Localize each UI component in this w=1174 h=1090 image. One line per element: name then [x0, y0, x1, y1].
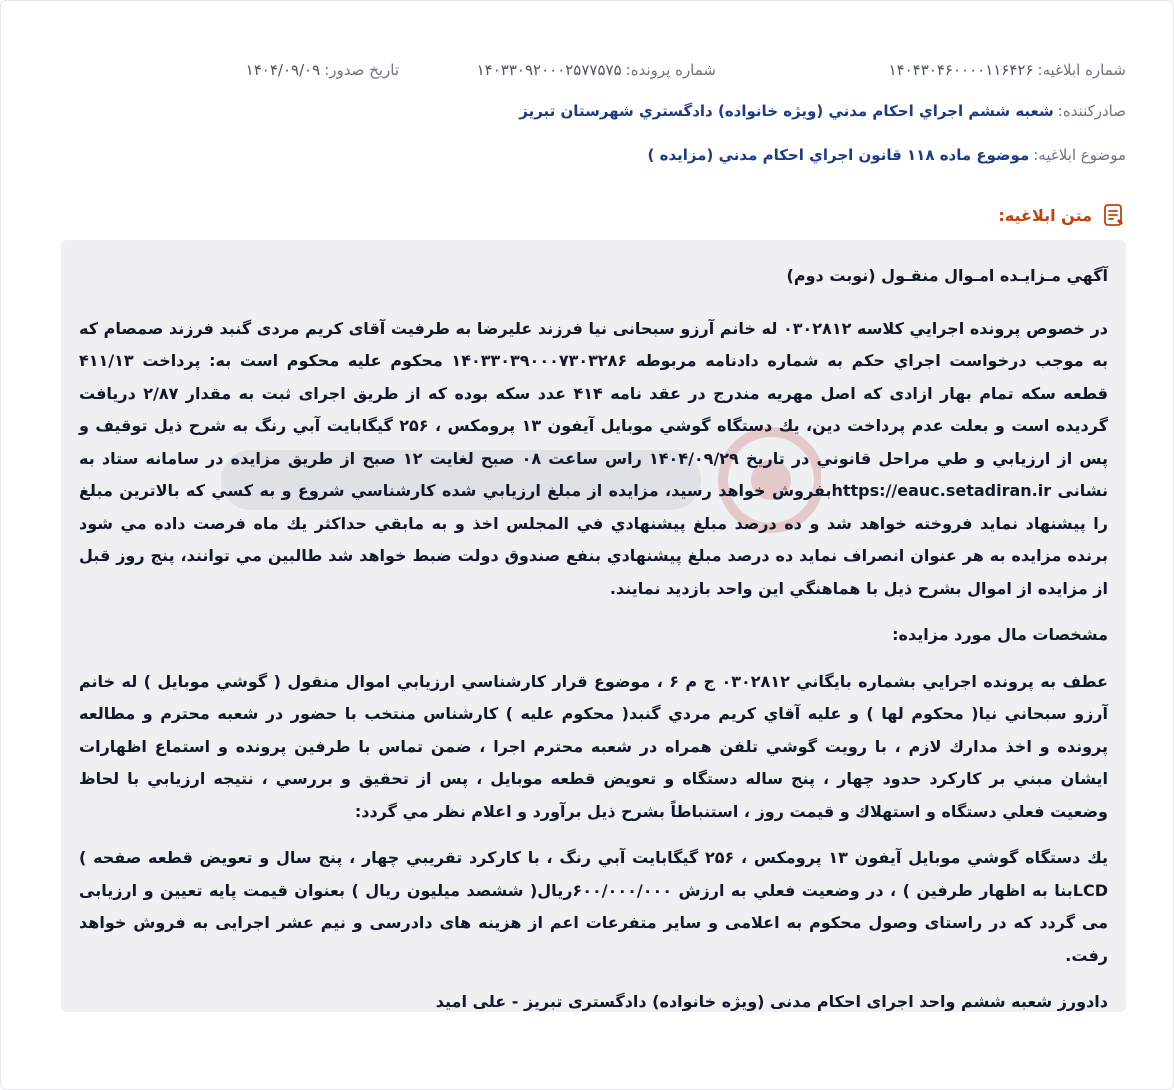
issuer-label: صادرکننده:: [1057, 102, 1126, 120]
subject-group: [648, 144, 1126, 166]
meta-row-subject: [41, 144, 1126, 166]
setad-url-link[interactable]: https://eauc.setadiran.ir: [831, 481, 1052, 500]
notice-number-group: [889, 59, 1126, 81]
notice-text-box: [61, 240, 1126, 1012]
notice-text-section-title: [998, 202, 1126, 228]
file-number-label: شماره پرونده:: [625, 61, 716, 79]
issuer-value: شعبه ششم اجراي احكام مدني (ويژه خانواده) دادگستري شهرستان تبريز: [519, 102, 1054, 120]
section-title-label: متن ابلاغیه:: [998, 205, 1092, 225]
notice-paragraph-2: عطف به پرونده اجرايي بشماره بايگاني ۰۳۰۲۸۱۲ ج م ۶ ، موضوع قرار كارشناسي ارزيابي اموال منقول ( گوشي موبايل ) له خانم آرزو سبحاني نيا( محكوم لها ) و عليه آقاي كريم مردي گنبد( محكوم عليه ) كارشناس منتخب با حضور در شعبه محترم و مطالعه پرونده و اخذ مدارك لازم ، با رويت گوشي تلفن همراه در شعبه محترم اجرا ، ضمن تماس با طرفين پرونده و استماع اظهارات ايشان مبني بر كاركرد حدود چهار ، پنج ساله دستگاه و تعويض قطعه موبايل ، پس از تحقيق و بررسي ، نتيجه ارزيابي با لحاظ وضعيت فعلي دستگاه و استهلاك و قيمت روز ، استنباطاً بشرح ذيل برآورد و اعلام نظر مي گردد:: [79, 671, 1108, 821]
file-number-group: [477, 59, 716, 81]
subject-value: موضوع ماده ۱۱۸ قانون اجراي احكام مدني (مزايده ): [647, 146, 1030, 164]
document-text-icon: [1100, 202, 1126, 228]
notice-number-value: ۱۴۰۴۳۰۴۶۰۰۰۰۱۱۶۴۲۶: [888, 61, 1034, 79]
notice-paragraph-1-text: در خصوص پرونده اجرايي كلاسه ۰۳۰۲۸۱۲ له خانم آرزو سبحانی نيا فرزند عليرضا به طرفيت آقای كريم مردی گنبد فرزند صمصام كه به موجب درخواست اجراي حكم به شماره دادنامه مربوطه ۱۴۰۳۳۰۳۹۰۰۰۷۳۰۳۲۸۶ محكوم عليه محكوم است به: پرداخت ۴۱۱/۱۳ قطعه سكه تمام بهار ازادی كه اصل مهريه مندرج در عقد نامه ۴۱۴ عدد سكه بوده كه از طريق اجرای ثبت به مقدار ۲/۸۷ دريافت گرديده است و بعلت عدم پرداخت دين، يك دستگاه گوشي موبايل آيفون ۱۳ پرومكس ، ۲۵۶ گيگابايت آبي رنگ به شرح ذيل توقيف و پس از ارزيابي و طي مراحل قانوني در تاريخ ۱۴۰۴/۰۹/۲۹ راس ساعت ۰۸ صبح لغايت ۱۲ صبح از طريق مزايده در سامانه ستاد به نشانی: [79, 318, 1109, 500]
issue-date-value: ۱۴۰۴/۰۹/۰۹: [245, 61, 321, 79]
notice-number-label: شماره ابلاغیه:: [1037, 61, 1126, 79]
issue-date-label: تاریخ صدور:: [324, 61, 399, 79]
issuer-group: [519, 100, 1126, 122]
spec-heading: مشخصات مال مورد مزايده:: [892, 625, 1108, 644]
notice-paragraph-3: يك دستگاه گوشي موبايل آيفون ۱۳ پرومكس ، ۲۵۶ گيگابايت آبي رنگ ، با كاركرد تقريبي چهار ، پنج سال و تعويض قطعه صفحه ) LCDبنا به اظهار طرفين ) ، در وضعيت فعلي به ارزش ۶۰۰/۰۰۰/۰۰۰ريال( ششصد ميليون ريال ) بعنوان قيمت پايه تعيين و ارزيابی می گردد كه در راستای وصول محكوم به اعلامی و ساير متفرعات اعم از هزينه های دادرسی و نيم عشر اجرايی به فروش خواهد رفت.: [79, 848, 1109, 965]
notice-signature: دادورز شعبه ششم واحد اجرای احكام مدنی (ويژه خانواده) دادگستری تبريز - علی اميد: [435, 992, 1108, 1011]
meta-row-issuer: [41, 100, 1126, 122]
notice-paragraph-1-rest: بفروش خواهد رسيد، مزايده از مبلغ ارزيابي شده كارشناسي شروع و به كسي كه بالاترين مبلغ را پيشنهاد نمايد فروخته خواهد شد و ده درصد مبلغ پيشنهادي في المجلس اخذ و به مابقي حداكثر يك ماه فرصت داده مي شود برنده مزايده به هر عنوان انصراف نمايد ده درصد مبلغ پيشنهادي بنفع صندوق دولت ضبط خواهد شد طالبين مي توانند، پنج روز قبل از مزايده از اموال بشرح ذيل با هماهنگي اين واحد بازديد نمايند.: [79, 481, 1108, 598]
subject-label: موضوع ابلاغیه:: [1033, 146, 1126, 164]
file-number-value: ۱۴۰۳۳۰۹۲۰۰۰۲۵۷۷۵۷۵: [476, 61, 622, 79]
notice-heading: آگهي مـزايـده امـوال منقـول (نوبت دوم): [786, 266, 1108, 285]
notice-paragraph-1: [79, 313, 1108, 606]
issue-date-group: [246, 59, 399, 81]
